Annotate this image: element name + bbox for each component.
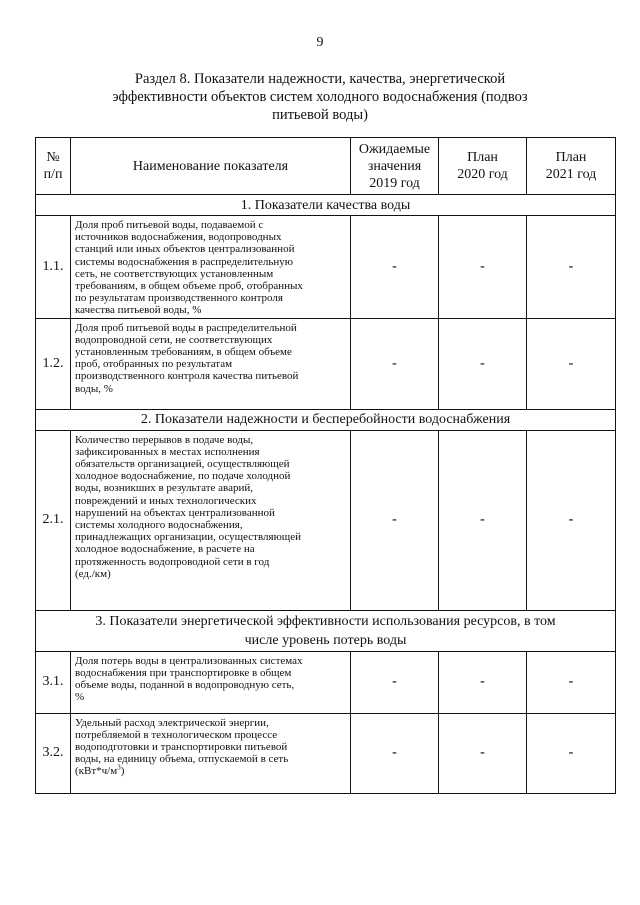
row-number: 2.1. — [36, 430, 71, 610]
row-number: 3.2. — [36, 713, 71, 793]
title-line: питьевой воды) — [272, 107, 368, 123]
value-2021: - — [527, 318, 616, 409]
section-heading: 3. Показатели энергетической эффективности использования ресурсов, в том числе уровень потерь воды — [36, 610, 616, 651]
value-2021: - — [527, 216, 616, 319]
title-line: эффективности объектов систем холодного водоснабжения (подвоз — [112, 89, 528, 105]
header-plan-2021: План 2021 год — [527, 138, 616, 195]
row-number: 1.1. — [36, 216, 71, 319]
table-row — [36, 216, 616, 319]
header-row — [36, 138, 616, 195]
value-2019: - — [351, 318, 439, 409]
unit-line: $(кВт*ч/м^3)$ — [75, 763, 125, 778]
value-2019: - — [351, 430, 439, 610]
table-row — [36, 713, 616, 793]
value-2020: - — [439, 216, 527, 319]
table-row — [36, 430, 616, 610]
value-2019: - — [351, 713, 439, 793]
header-num: № п/п — [36, 138, 71, 195]
indicator-name: Доля потерь воды в централизованных системах водоснабжения при транспортировке в общем объеме воды, поданной в водопроводную сеть, % — [71, 651, 351, 713]
table-row — [36, 318, 616, 409]
row-number: 1.2. — [36, 318, 71, 409]
section-heading: 1. Показатели качества воды — [36, 195, 616, 216]
value-2019: - — [351, 651, 439, 713]
header-expected-2019: Ожидаемые значения 2019 год — [351, 138, 439, 195]
indicator-name: Удельный расход электрической энергии, потребляемой в технологическом процессе водоподготовки и транспортировки питьевой воды, на единицу объема, отпускаемой в сеть $(кВт*ч/м^3)$ — [71, 713, 351, 793]
value-2021: - — [527, 713, 616, 793]
value-2021: - — [527, 430, 616, 610]
section-row-1 — [36, 195, 616, 216]
value-2020: - — [439, 430, 527, 610]
value-2020: - — [439, 713, 527, 793]
value-2021: - — [527, 651, 616, 713]
title-line: Раздел 8. Показатели надежности, качества, энергетической — [134, 71, 506, 87]
value-2020: - — [439, 651, 527, 713]
section-row-2 — [36, 409, 616, 430]
section-row-3 — [36, 610, 616, 651]
value-2020: - — [439, 318, 527, 409]
header-name: Наименование показателя — [71, 138, 351, 195]
indicators-table — [35, 137, 616, 794]
indicator-name: Доля проб питьевой воды, подаваемой с источников водоснабжения, водопроводных станций или иных объектов централизованной системы водоснабжения в распределительную сеть, не соответствующих установленным требованиям, в общем объеме проб, отобранных по результатам производственного контроля качества питьевой воды, % — [71, 216, 351, 319]
section-title — [60, 70, 580, 124]
header-plan-2020: План 2020 год — [439, 138, 527, 195]
row-number: 3.1. — [36, 651, 71, 713]
indicator-name: Доля проб питьевой воды в распределительной водопроводной сети, не соответствующих установленным требованиям, в общем объеме проб, отобранных по результатам производственного контроля качества питьевой воды, % — [71, 318, 351, 409]
indicator-name: Количество перерывов в подаче воды, зафиксированных в местах исполнения обязательств организацией, осуществляющей холодное водоснабжение, по подаче холодной воды, возникших в результате аварий, повреждений и иных технологических нарушений на объектах централизованной системы холодного водоснабжения, принадлежащих организации, осуществляющей холодное водоснабжение, в расчете на протяженность водопроводной сети в год (ед./км) — [71, 430, 351, 610]
value-2019: - — [351, 216, 439, 319]
section-heading: 2. Показатели надежности и бесперебойности водоснабжения — [36, 409, 616, 430]
page-number: 9 — [316, 35, 324, 50]
table-row — [36, 651, 616, 713]
